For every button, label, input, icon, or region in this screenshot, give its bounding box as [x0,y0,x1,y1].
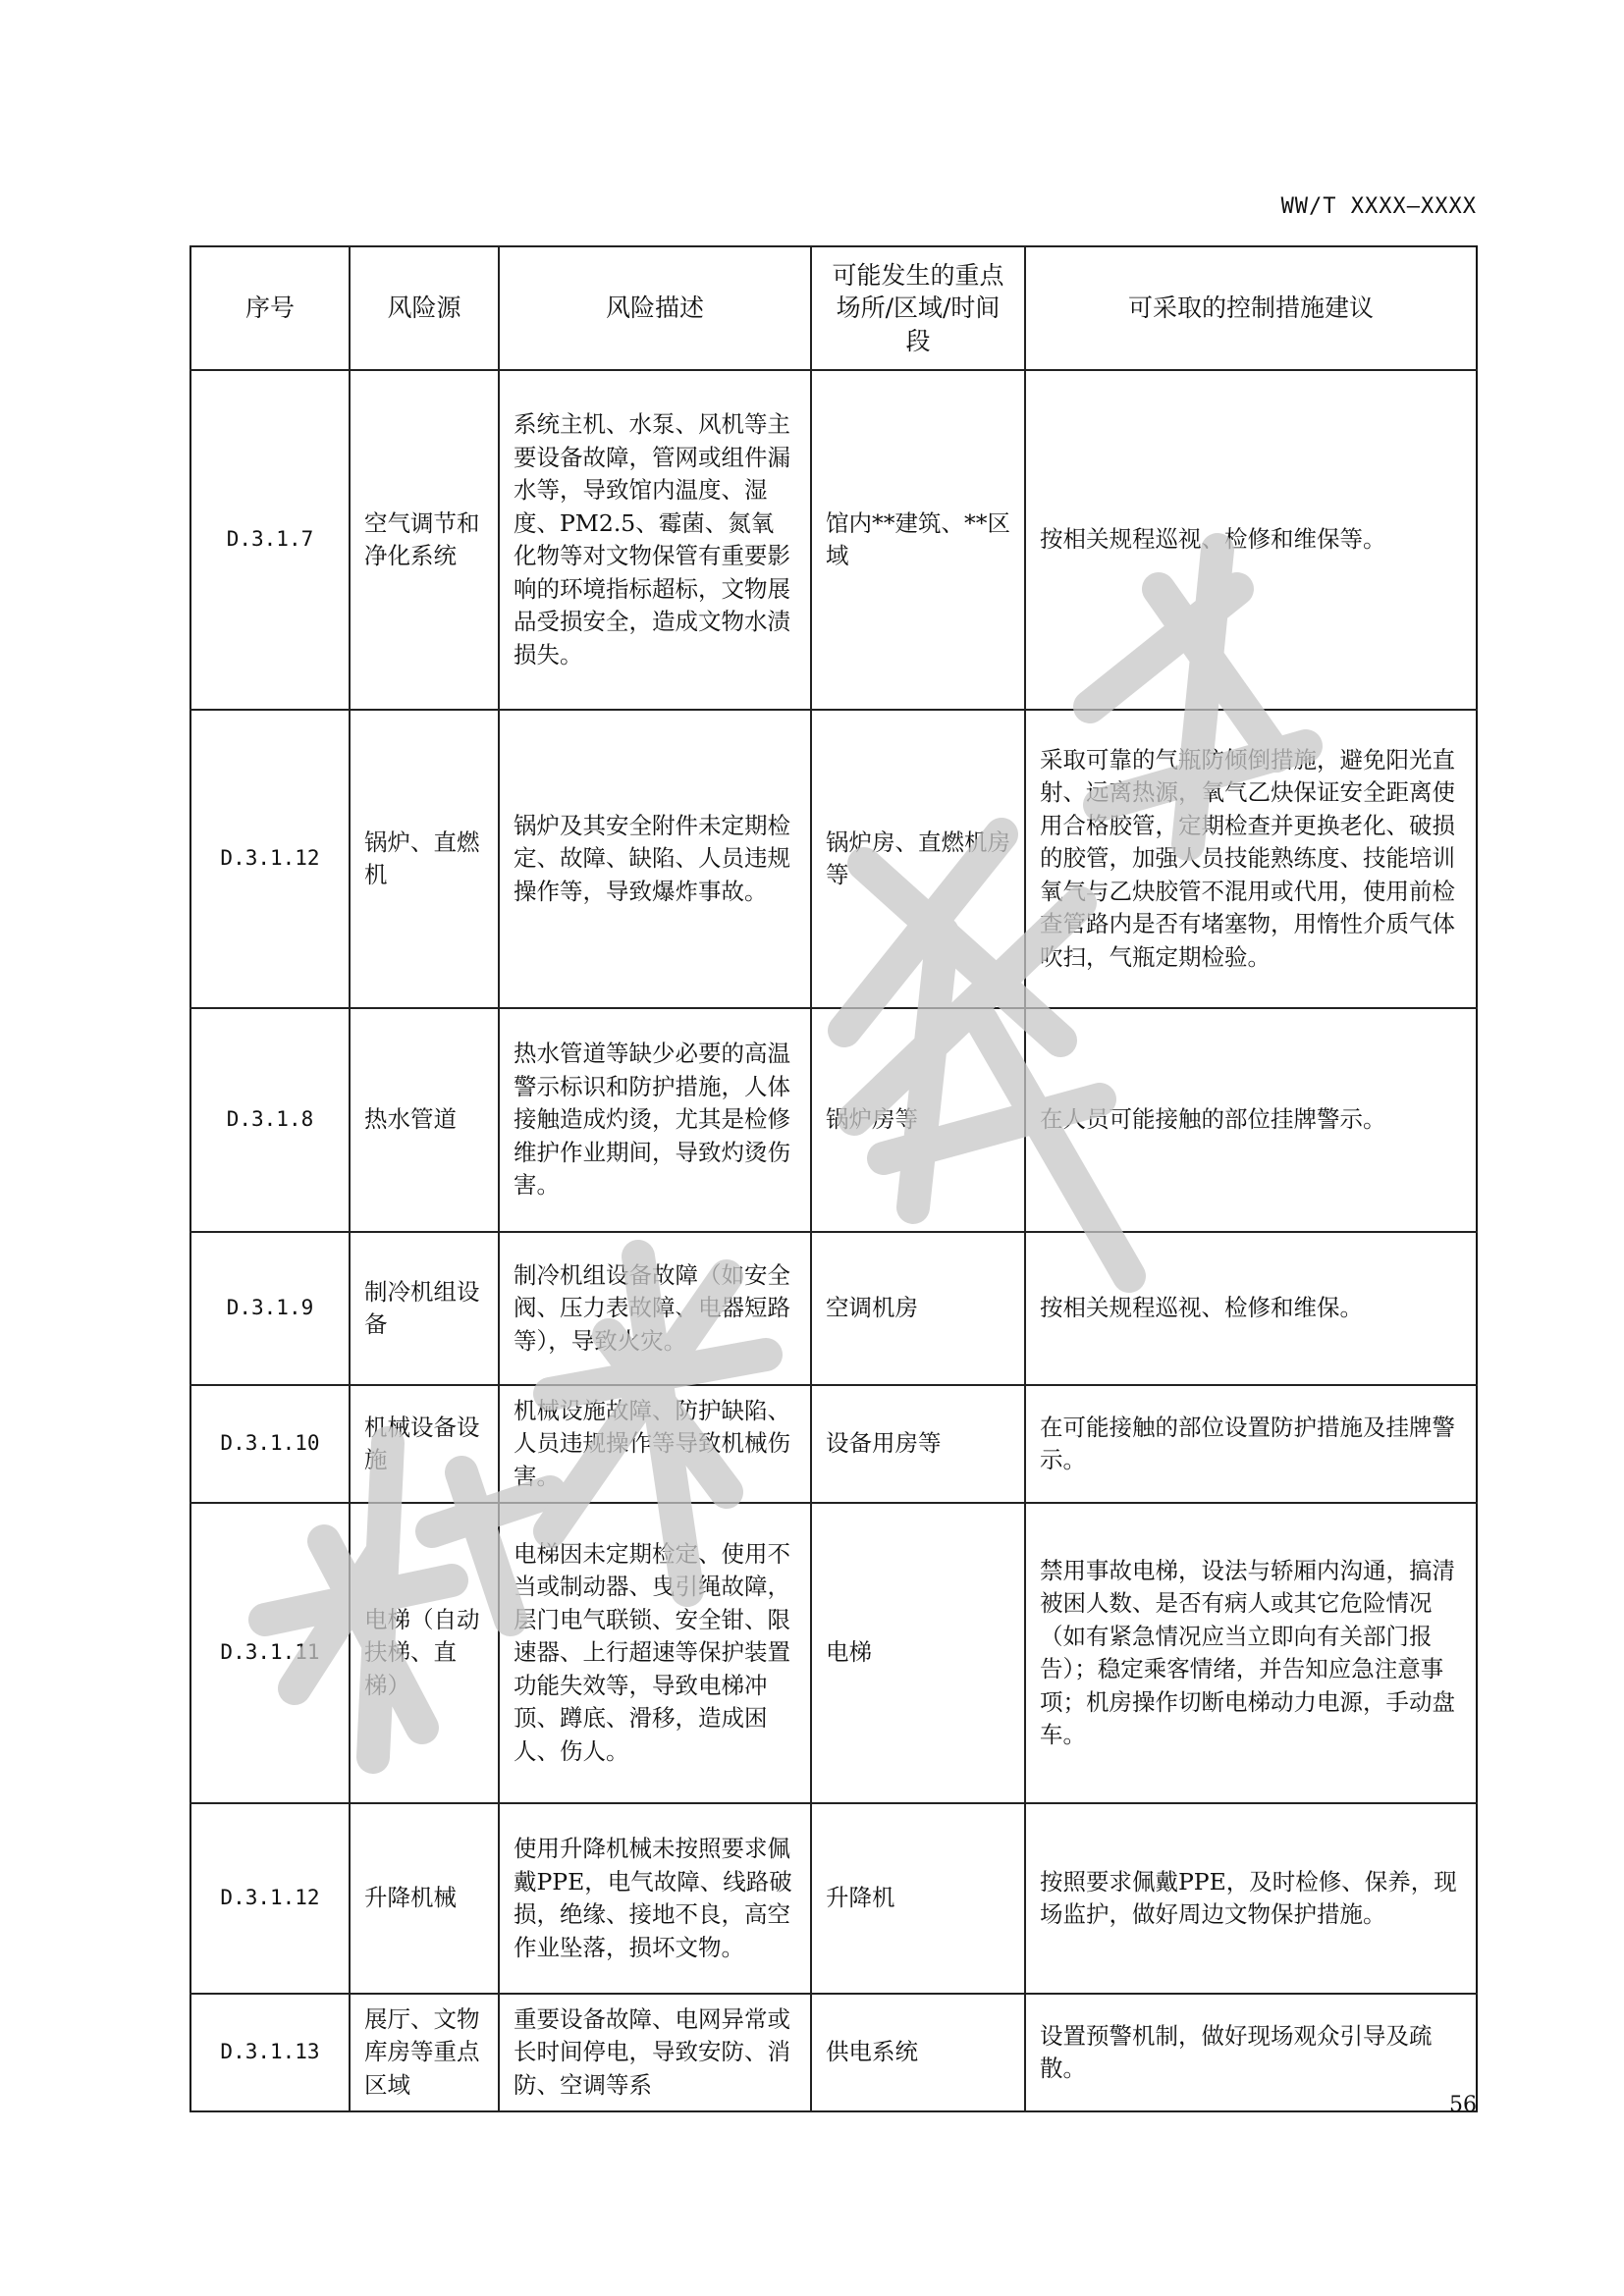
row-serial: D.3.1.10 [190,1385,350,1503]
row-location: 锅炉房等 [811,1008,1025,1232]
header-risk-source: 风险源 [350,246,499,370]
row-risk-description: 热水管道等缺少必要的高温警示标识和防护措施，人体接触造成灼烫，尤其是检修维护作业期间，导致灼烫伤害。 [499,1008,811,1232]
row-serial: D.3.1.12 [190,710,350,1008]
row-risk-source: 机械设备设施 [350,1385,499,1503]
row-measures: 在人员可能接触的部位挂牌警示。 [1025,1008,1477,1232]
header-location: 可能发生的重点场所/区域/时间段 [811,246,1025,370]
row-measures: 禁用事故电梯，设法与轿厢内沟通，搞清被困人数、是否有病人或其它危险情况（如有紧急情况应当立即向有关部门报告）；稳定乘客情绪，并告知应急注意事项；机房操作切断电梯动力电源，手动盘车。 [1025,1503,1477,1803]
row-risk-description: 系统主机、水泵、风机等主要设备故障，管网或组件漏水等，导致馆内温度、湿度、PM2.5、霉菌、氮氧化物等对文物保管有重要影响的环境指标超标，文物展品受损安全，造成文物水渍损失。 [499,370,811,710]
table-row [190,1385,1477,1503]
row-risk-source: 锅炉、直燃机 [350,710,499,1008]
row-location: 升降机 [811,1803,1025,1994]
row-serial: D.3.1.8 [190,1008,350,1232]
row-risk-description: 使用升降机械未按照要求佩戴PPE，电气故障、线路破损，绝缘、接地不良，高空作业坠落，损坏文物。 [499,1803,811,1994]
row-serial: D.3.1.9 [190,1232,350,1385]
row-measures: 在可能接触的部位设置防护措施及挂牌警示。 [1025,1385,1477,1503]
row-serial: D.3.1.7 [190,370,350,710]
row-measures: 设置预警机制，做好现场观众引导及疏散。 [1025,1994,1477,2111]
row-risk-source: 热水管道 [350,1008,499,1232]
row-measures: 采取可靠的气瓶防倾倒措施，避免阳光直射、远离热源，氧气乙炔保证安全距离使用合格胶管，定期检查并更换老化、破损的胶管，加强人员技能熟练度、技能培训氧气与乙炔胶管不混用或代用，使用前检查管路内是否有堵塞物，用惰性介质气体吹扫，气瓶定期检验。 [1025,710,1477,1008]
table-header-row [190,246,1477,370]
table-row [190,710,1477,1008]
table-row [190,1503,1477,1803]
row-risk-source: 电梯（自动扶梯、直梯） [350,1503,499,1803]
row-location: 锅炉房、直燃机房等 [811,710,1025,1008]
row-risk-description: 重要设备故障、电网异常或长时间停电，导致安防、消防、空调等系 [499,1994,811,2111]
row-risk-source: 制冷机组设备 [350,1232,499,1385]
row-location: 馆内**建筑、**区域 [811,370,1025,710]
page-number: 56 [1449,2093,1477,2117]
risk-table [189,245,1478,2112]
row-risk-source: 展厅、文物库房等重点区域 [350,1994,499,2111]
row-risk-description: 制冷机组设备故障（如安全阀、压力表故障、电器短路等），导致火灾。 [499,1232,811,1385]
row-risk-description: 电梯因未定期检定、使用不当或制动器、曳引绳故障，层门电气联锁、安全钳、限速器、上行超速等保护装置功能失效等，导致电梯冲顶、蹲底、滑移，造成困人、伤人。 [499,1503,811,1803]
header-measures: 可采取的控制措施建议 [1025,246,1477,370]
row-risk-description: 锅炉及其安全附件未定期检定、故障、缺陷、人员违规操作等，导致爆炸事故。 [499,710,811,1008]
row-serial: D.3.1.13 [190,1994,350,2111]
table-row [190,1008,1477,1232]
row-risk-source: 空气调节和净化系统 [350,370,499,710]
table-row [190,1232,1477,1385]
header-risk-description: 风险描述 [499,246,811,370]
row-measures: 按照要求佩戴PPE，及时检修、保养，现场监护，做好周边文物保护措施。 [1025,1803,1477,1994]
row-location: 设备用房等 [811,1385,1025,1503]
row-serial: D.3.1.12 [190,1803,350,1994]
row-risk-description: 机械设施故障、防护缺陷、人员违规操作等导致机械伤害。 [499,1385,811,1503]
document-code: WW/T XXXX—XXXX [1280,194,1477,219]
row-measures: 按相关规程巡视、检修和维保。 [1025,1232,1477,1385]
row-serial: D.3.1.11 [190,1503,350,1803]
row-location: 电梯 [811,1503,1025,1803]
row-location: 供电系统 [811,1994,1025,2111]
row-measures: 按相关规程巡视、检修和维保等。 [1025,370,1477,710]
row-location: 空调机房 [811,1232,1025,1385]
table-row [190,370,1477,710]
table-row [190,1803,1477,1994]
row-risk-source: 升降机械 [350,1803,499,1994]
header-serial: 序号 [190,246,350,370]
table-row [190,1994,1477,2111]
